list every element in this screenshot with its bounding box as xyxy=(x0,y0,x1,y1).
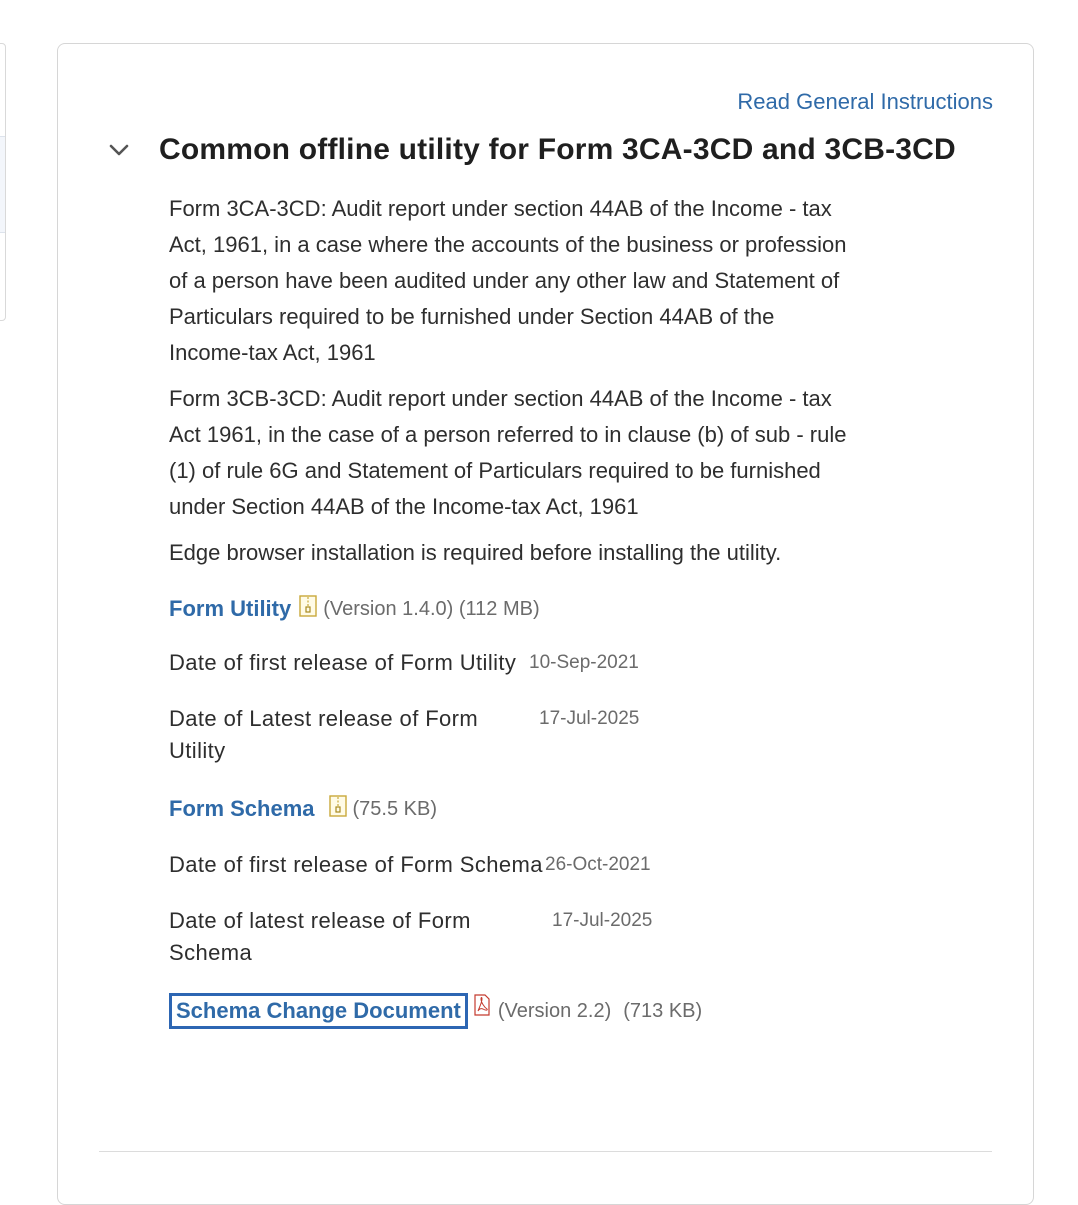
pdf-file-icon[interactable] xyxy=(472,994,492,1016)
schema-first-release-row xyxy=(169,849,859,881)
schema-latest-release-row xyxy=(169,905,859,969)
zip-file-icon[interactable] xyxy=(299,595,317,617)
left-panel-highlight xyxy=(0,136,5,233)
read-general-instructions-link[interactable]: Read General Instructions xyxy=(737,89,993,114)
zip-file-icon[interactable] xyxy=(329,795,347,817)
utility-first-release-row xyxy=(169,647,859,679)
schema-first-release-date: 26-Oct-2021 xyxy=(545,854,651,875)
description-3ca: Form 3CA-3CD: Audit report under section 44AB of the Income - tax Act, 1961, in a case where the accounts of the business or profession of a person have been audited under any other law and Statement of Particulars required to be furnished under Section 44AB of the Income-tax Act, 1961 xyxy=(169,196,847,365)
utility-card xyxy=(57,43,1034,1205)
utility-latest-release-date: 17-Jul-2025 xyxy=(539,708,640,729)
left-side-panel xyxy=(0,43,6,321)
section-title: Common offline utility for Form 3CA-3CD and 3CB-3CD xyxy=(159,133,956,166)
schema-latest-release-label: Date of latest release of Form Schema xyxy=(169,908,471,965)
utility-first-release-label: Date of first release of Form Utility xyxy=(169,650,517,675)
schema-first-release-label: Date of first release of Form Schema xyxy=(169,852,543,877)
schema-change-document-link[interactable]: Schema Change Document xyxy=(169,993,468,1029)
schema-change-size: (713 KB) xyxy=(623,999,703,1022)
description-3cb: Form 3CB-3CD: Audit report under section 44AB of the Income - tax Act 1961, in the case of a person referred to in clause (b) of sub - rule (1) of rule 6G and Statement of Particulars required to be furnished under Section 44AB of the Income-tax Act, 1961 xyxy=(169,386,847,519)
utility-latest-release-label: Date of Latest release of Form Utility xyxy=(169,706,479,763)
form-utility-row xyxy=(169,591,859,627)
schema-change-row xyxy=(169,993,859,1029)
section-content xyxy=(169,191,859,1029)
form-utility-meta: (Version 1.4.0) (112 MB) xyxy=(323,597,540,620)
form-schema-link[interactable]: Form Schema xyxy=(169,796,315,821)
utility-first-release-date: 10-Sep-2021 xyxy=(529,652,639,673)
chevron-down-icon[interactable] xyxy=(108,142,130,158)
form-utility-link[interactable]: Form Utility xyxy=(169,596,292,621)
form-schema-meta: (75.5 KB) xyxy=(352,797,437,820)
edge-requirement-note: Edge browser installation is required before installing the utility. xyxy=(169,540,782,565)
form-schema-row xyxy=(169,791,859,827)
schema-change-version: (Version 2.2) xyxy=(497,999,612,1022)
schema-latest-release-date: 17-Jul-2025 xyxy=(552,910,653,931)
utility-latest-release-row xyxy=(169,703,859,767)
bottom-divider xyxy=(99,1151,992,1152)
